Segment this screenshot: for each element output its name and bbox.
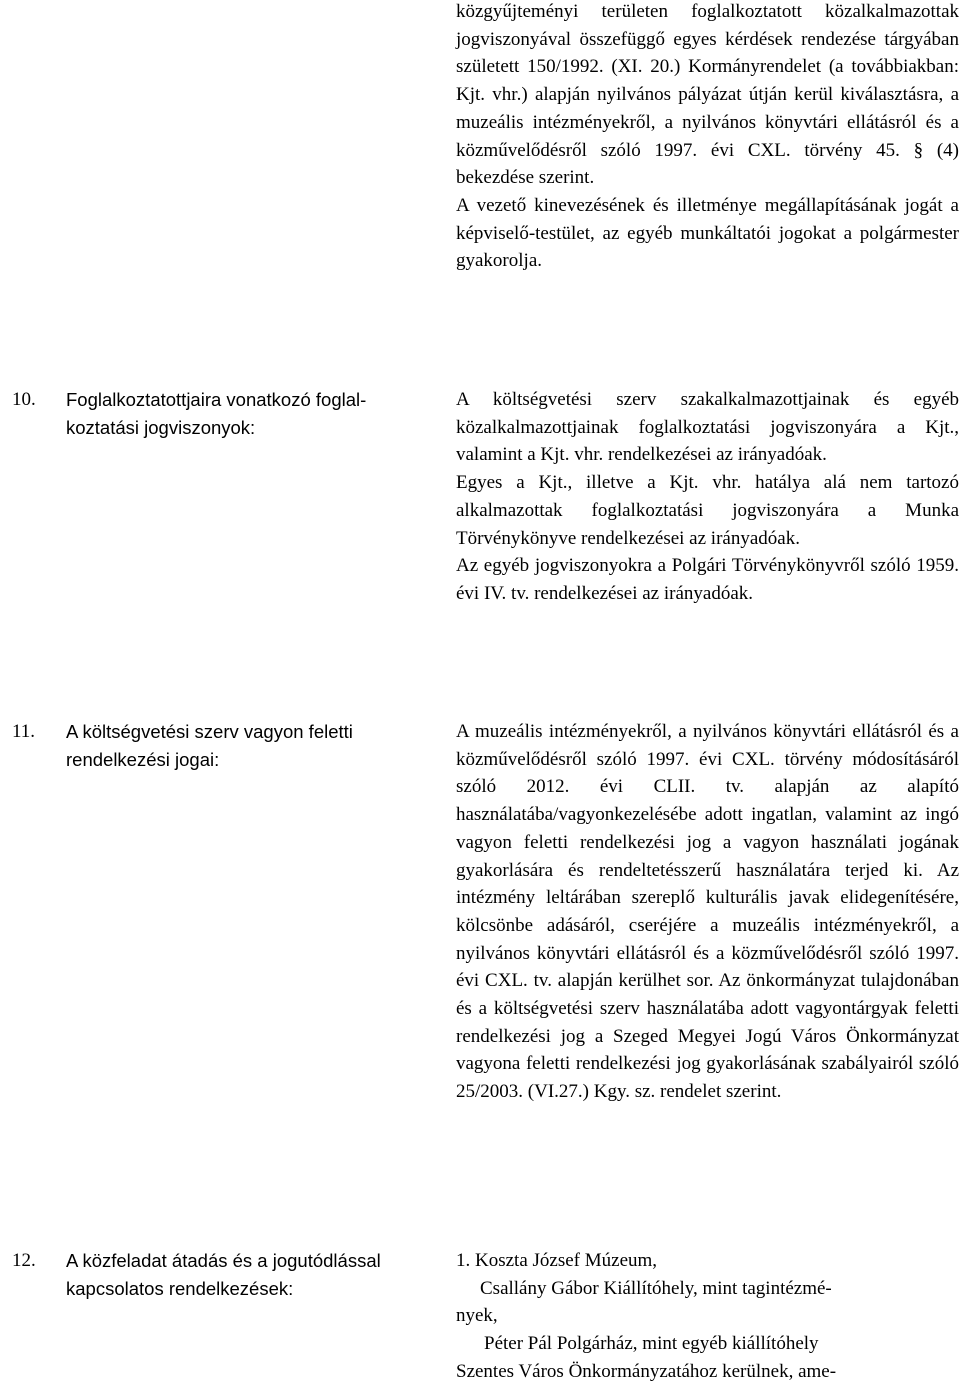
- item-12-line-4: Péter Pál Polgárház, mint egyéb kiállítóhely: [484, 1333, 819, 1355]
- intro-paragraph-2: A vezető kinevezésének és illetménye megállapításának jogát a képviselő-testület, az egyéb munkáltatói jogokat a polgármester gyakorolja.: [456, 194, 959, 272]
- item-label: A közfeladat átadás és a jogutódlással kapcsolatos rendelkezések:: [66, 1250, 381, 1299]
- item-12-line-2: Csallány Gábor Kiállítóhely, mint tagintézmé-: [480, 1277, 832, 1299]
- intro-paragraph-1: közgyűjteményi területen foglalkoztatott közalkalmazottak jogviszonyával összefüggő egyes kérdések rendezése tárgyában született 150/1992. (XI. 20.) Kormányrendelet (a továbbiakban: Kjt. vhr.) alapján nyilvános pályázat útján kerül kiválasztásra, a muzeális intézményekről, a nyilvános könyvtári ellátásról és a közművelődésről szóló 1997. évi CXL. törvény 45. § (4) bekezdése szerint.: [456, 1, 959, 189]
- item-12-content: [456, 1247, 959, 1386]
- item-10-paragraph-2: Egyes a Kjt., illetve a Kjt. vhr. hatálya alá nem tartozó alkalmazottak foglalkoztatási jogviszonyára a Munka Törvénykönyve rendelkezései az irányadóak.: [456, 472, 959, 549]
- item-10-paragraph-3: Az egyéb jogviszonyokra a Polgári Törvénykönyvről szóló 1959. évi IV. tv. rendelkezései az irányadóak.: [456, 555, 959, 604]
- item-11-content: [456, 718, 959, 1106]
- item-12-line-5: Szentes Város Önkormányzatához kerülnek, ame-: [456, 1360, 837, 1382]
- item-11-paragraph-1: A muzeális intézményekről, a nyilvános könyvtári ellátásról és a közművelődésről szóló 1997. évi CXL. törvény módosításáról szóló 2012. évi CLII. tv. alapján az alapító használatába/vagyonkezelésébe adott ingatlan, valamint az ingó vagyon feletti rendelkezési jog a vagyon használati jogának gyakorlására és rendeltetésszerű használatára terjed ki. Az intézmény leltárában szereplő kulturális javak elidegenítésére, kölcsönbe adásáról, cseréjére a muzeális intézményekről, a nyilvános könyvtári ellátásról és a közművelődésről szóló 1997. évi CXL. tv. alapján kerülhet sor. Az önkormányzat tulajdonában és a költségvetési szerv használatába adott vagyontárgyak feletti rendelkezési jog a Szeged Megyei Jogú Város Önkormányzat vagyona feletti rendelkezési jog gyakorlásának szabályairól szóló 25/2003. (VI.27.) Kgy. sz. rendelet szerint.: [456, 721, 959, 1103]
- item-number: 12.: [12, 1250, 36, 1271]
- item-number: 11.: [12, 721, 36, 742]
- item-12-line-3: nyek,: [456, 1305, 498, 1327]
- item-number: 10.: [12, 389, 36, 410]
- item-label: Foglalkoztatottjaira vonatkozó foglal-koztatási jogviszonyok:: [66, 389, 367, 438]
- item-12-line-1: 1. Koszta József Múzeum,: [456, 1250, 658, 1271]
- item-10-paragraph-1: A költségvetési szerv szakalkalmazottjainak és egyéb közalkalmazottjainak foglalkoztatási jogviszonyára a Kjt., valamint a Kjt. vhr. rendelkezései az irányadóak.: [456, 389, 959, 466]
- item-10-content: [456, 386, 959, 608]
- item-label: A költségvetési szerv vagyon feletti rendelkezési jogai:: [66, 721, 353, 770]
- intro-block: [456, 0, 959, 275]
